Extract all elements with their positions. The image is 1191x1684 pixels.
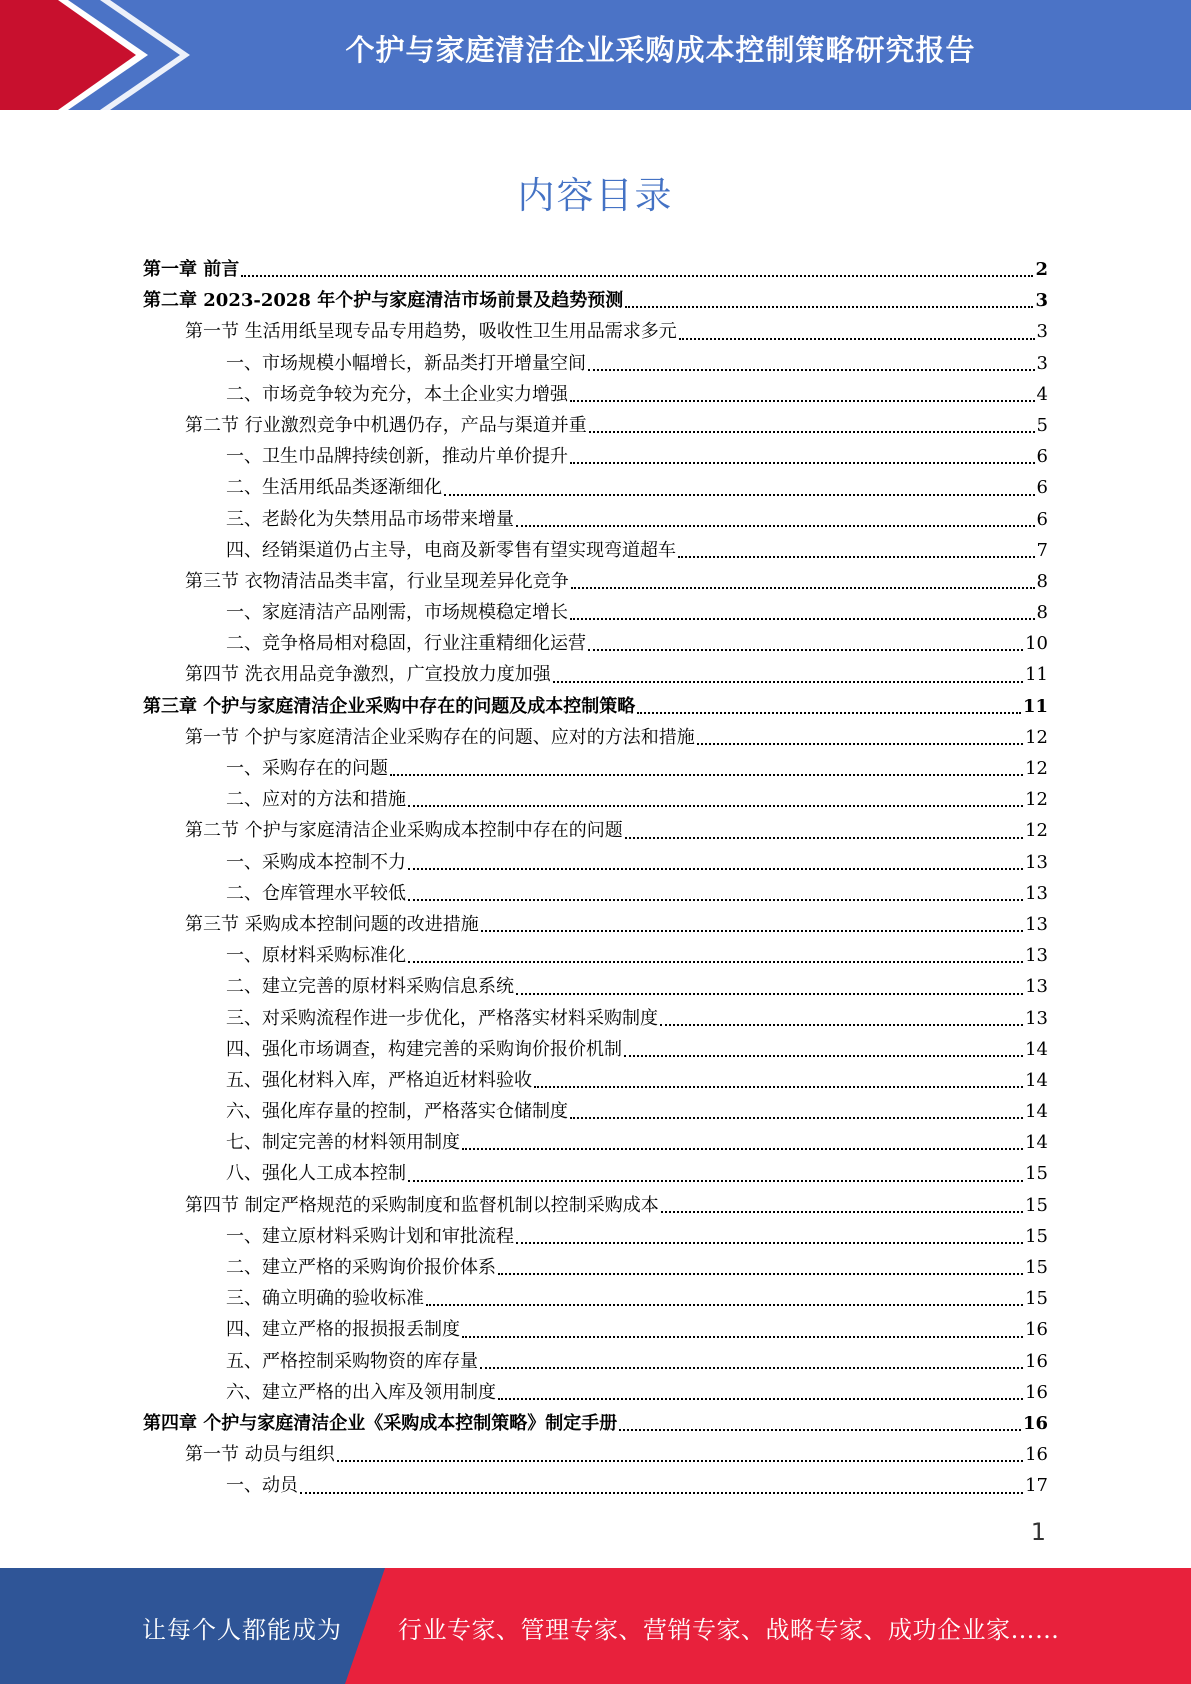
- toc-entry-page: 12: [1025, 758, 1048, 779]
- toc-entry-title: 第四章 个护与家庭清洁企业《采购成本控制策略》制定手册: [143, 1412, 618, 1434]
- toc-entry-title: 第一节 动员与组织: [185, 1444, 335, 1466]
- toc-dot-leader: [637, 712, 1021, 714]
- toc-dot-leader: [624, 1055, 1023, 1057]
- toc-dot-leader: [570, 1117, 1023, 1119]
- toc-dot-leader: [570, 618, 1035, 620]
- toc-dot-leader: [697, 743, 1023, 745]
- toc-dot-leader: [498, 1273, 1023, 1275]
- toc-entry-title: 二、仓库管理水平较低: [226, 882, 406, 904]
- toc-entry-page: 15: [1025, 1163, 1048, 1185]
- toc-heading: 内容目录: [517, 174, 674, 217]
- toc-entry-page: 8: [1036, 570, 1048, 592]
- toc-entry-title: 二、建立严格的采购询价报价体系: [226, 1257, 496, 1278]
- toc-entry[interactable]: [143, 379, 1048, 410]
- toc-entry-page: 16: [1025, 1350, 1048, 1372]
- toc-dot-leader: [408, 805, 1023, 807]
- toc-entry-title: 七、制定完善的材料领用制度: [226, 1132, 460, 1154]
- toc-dot-leader: [534, 1086, 1023, 1088]
- toc-entry-title: 四、建立严格的报损报丢制度: [226, 1319, 460, 1341]
- toc-entry-page: 6: [1036, 508, 1048, 530]
- toc-entry-title: 第一节 个护与家庭清洁企业采购存在的问题、应对的方法和措施: [185, 726, 695, 748]
- toc-entry-title: 六、建立严格的出入库及领用制度: [226, 1381, 496, 1403]
- toc-dot-leader: [462, 1336, 1023, 1338]
- toc-entry[interactable]: [143, 909, 1048, 940]
- toc-entry[interactable]: [143, 1283, 1048, 1314]
- toc-entry[interactable]: [143, 410, 1048, 441]
- toc-entry[interactable]: [143, 1252, 1048, 1283]
- toc-entry[interactable]: [143, 815, 1048, 846]
- toc-dot-leader: [678, 556, 1035, 558]
- report-title: 个护与家庭清洁企业采购成本控制策略研究报告: [345, 33, 976, 67]
- toc-dot-leader: [625, 837, 1023, 839]
- toc-dot-leader: [571, 587, 1035, 589]
- toc-entry-page: 11: [1022, 695, 1048, 717]
- toc-entry-page: 6: [1036, 446, 1048, 468]
- toc-dot-leader: [241, 275, 1033, 277]
- toc-entry-title: 八、强化人工成本控制: [226, 1163, 406, 1185]
- toc-entry-page: 4: [1036, 383, 1048, 405]
- toc-entry-title: 五、严格控制采购物资的库存量: [226, 1350, 478, 1372]
- toc-dot-leader: [498, 1398, 1023, 1400]
- toc-entry-page: 5: [1036, 414, 1048, 436]
- toc-entry-title: 一、动员: [226, 1475, 298, 1497]
- toc-entry-page: 16: [1025, 1444, 1048, 1466]
- footer-slogan-right: 行业专家、管理专家、营销专家、战略专家、成功企业家……: [398, 1616, 1060, 1644]
- toc-entry-page: 3: [1036, 352, 1048, 374]
- toc-entry-title: 二、竞争格局相对稳固，行业注重精细化运营: [226, 633, 586, 655]
- toc-entry-page: 12: [1025, 789, 1048, 811]
- toc-entry[interactable]: [143, 1408, 1048, 1439]
- toc-entry-page: 7: [1036, 539, 1048, 561]
- toc-entry[interactable]: [143, 659, 1048, 690]
- toc-entry[interactable]: [143, 1127, 1048, 1158]
- toc-entry[interactable]: [143, 940, 1048, 971]
- toc-entry[interactable]: [143, 1439, 1048, 1470]
- toc-dot-leader: [553, 681, 1023, 683]
- toc-entry-page: 15: [1025, 1225, 1048, 1247]
- toc-entry-page: 13: [1025, 976, 1048, 998]
- toc-entry-page: 8: [1036, 602, 1048, 624]
- toc-entry[interactable]: [143, 1314, 1048, 1345]
- toc-dot-leader: [516, 993, 1023, 995]
- toc-entry-page: 13: [1025, 851, 1048, 873]
- toc-entry[interactable]: [143, 472, 1048, 503]
- toc-entry[interactable]: [143, 535, 1048, 566]
- toc-dot-leader: [390, 774, 1023, 776]
- toc-entry[interactable]: [143, 847, 1048, 878]
- toc-dot-leader: [679, 338, 1035, 340]
- toc-entry-page: 14: [1025, 1038, 1048, 1060]
- toc-entry-page: 15: [1025, 1257, 1048, 1278]
- toc-entry-title: 一、卫生巾品牌持续创新，推动片单价提升: [226, 446, 568, 468]
- page-footer: [0, 1568, 1191, 1684]
- toc-dot-leader: [589, 431, 1035, 433]
- toc-entry-title: 三、对采购流程作进一步优化，严格落实材料采购制度: [226, 1007, 658, 1029]
- toc-entry[interactable]: [143, 254, 1048, 285]
- toc-entry-title: 第一节 生活用纸呈现专品专用趋势，吸收性卫生用品需求多元: [185, 321, 677, 343]
- toc-entry[interactable]: [143, 691, 1048, 722]
- toc-dot-leader: [588, 369, 1035, 371]
- toc-entry[interactable]: [143, 753, 1048, 784]
- toc-entry-page: 13: [1025, 945, 1048, 967]
- toc-entry-page: 3: [1035, 290, 1048, 312]
- toc-entry[interactable]: [143, 784, 1048, 815]
- toc-entry-title: 第三章 个护与家庭清洁企业采购中存在的问题及成本控制策略: [143, 695, 636, 717]
- toc-entry[interactable]: [143, 566, 1048, 597]
- toc-dot-leader: [481, 930, 1023, 932]
- toc-entry-title: 第三节 衣物清洁品类丰富，行业呈现差异化竞争: [185, 570, 569, 592]
- toc-entry-title: 第三节 采购成本控制问题的改进措施: [185, 913, 479, 935]
- page-number: 1: [1030, 1518, 1046, 1546]
- toc-entry-title: 第二节 个护与家庭清洁企业采购成本控制中存在的问题: [185, 820, 623, 842]
- toc-dot-leader: [300, 1492, 1023, 1494]
- toc-entry[interactable]: [143, 1377, 1048, 1408]
- toc-entry-title: 四、强化市场调查，构建完善的采购询价报价机制: [226, 1038, 622, 1060]
- toc-entry[interactable]: [143, 628, 1048, 659]
- toc-entry-title: 一、原材料采购标准化: [226, 945, 406, 967]
- toc-entry-page: 12: [1025, 820, 1048, 842]
- toc-entry-page: 2: [1035, 259, 1048, 280]
- toc-entry-page: 13: [1025, 913, 1048, 935]
- toc-entry[interactable]: [143, 1470, 1048, 1501]
- toc-dot-leader: [480, 1367, 1023, 1369]
- toc-entry[interactable]: [143, 1190, 1048, 1221]
- toc-entry[interactable]: [143, 722, 1048, 753]
- toc-entry[interactable]: [143, 285, 1048, 316]
- toc-entry[interactable]: [143, 1003, 1048, 1034]
- toc-entry-title: 第一章 前言: [143, 259, 240, 280]
- toc-entry[interactable]: [143, 1346, 1048, 1377]
- toc-entry-page: 6: [1036, 477, 1048, 499]
- toc-dot-leader: [516, 1242, 1023, 1244]
- toc-entry-page: 11: [1025, 664, 1048, 686]
- toc-entry-title: 四、经销渠道仍占主导，电商及新零售有望实现弯道超车: [226, 539, 676, 561]
- toc-entry-page: 10: [1025, 633, 1048, 655]
- toc-entry-title: 一、建立原材料采购计划和审批流程: [226, 1225, 514, 1247]
- toc-entry-title: 五、强化材料入库，严格迫近材料验收: [226, 1069, 532, 1091]
- toc-entry-page: 14: [1025, 1132, 1048, 1154]
- toc-entry-page: 3: [1036, 321, 1048, 343]
- toc-entry-page: 14: [1025, 1069, 1048, 1091]
- toc-entry[interactable]: [143, 878, 1048, 909]
- toc-dot-leader: [462, 1148, 1023, 1150]
- toc-dot-leader: [408, 899, 1023, 901]
- toc-dot-leader: [619, 1429, 1021, 1431]
- toc-entry[interactable]: [143, 1096, 1048, 1127]
- toc-dot-leader: [444, 494, 1035, 496]
- toc-entry-title: 第四节 制定严格规范的采购制度和监督机制以控制采购成本: [185, 1194, 659, 1216]
- toc-entry-title: 六、强化库存量的控制，严格落实仓储制度: [226, 1101, 568, 1123]
- toc-entry[interactable]: [143, 316, 1048, 347]
- toc-entry[interactable]: [143, 348, 1048, 379]
- toc-entry-page: 16: [1022, 1412, 1048, 1434]
- toc-entry-title: 二、建立完善的原材料采购信息系统: [226, 976, 514, 998]
- toc-entry-page: 13: [1025, 882, 1048, 904]
- toc-entry-page: 15: [1025, 1194, 1048, 1216]
- toc-entry-title: 一、采购成本控制不力: [226, 851, 406, 873]
- toc-entry-title: 一、市场规模小幅增长，新品类打开增量空间: [226, 352, 586, 374]
- toc-dot-leader: [661, 1211, 1023, 1213]
- toc-entry-title: 第二节 行业激烈竞争中机遇仍存，产品与渠道并重: [185, 414, 587, 436]
- toc-entry[interactable]: [143, 1158, 1048, 1189]
- toc-entry-title: 二、生活用纸品类逐渐细化: [226, 477, 442, 499]
- toc-entry[interactable]: [143, 597, 1048, 628]
- toc-entry-title: 三、老龄化为失禁用品市场带来增量: [226, 508, 514, 530]
- toc-dot-leader: [588, 649, 1023, 651]
- toc-dot-leader: [426, 1304, 1023, 1306]
- toc-dot-leader: [570, 400, 1035, 402]
- toc-entry-title: 二、应对的方法和措施: [226, 789, 406, 811]
- footer-slogan-left: 让每个人都能成为: [142, 1616, 342, 1644]
- toc-dot-leader: [625, 306, 1033, 308]
- toc-entry[interactable]: [143, 441, 1048, 472]
- toc-entry-title: 第四节 洗衣用品竞争激烈，广宣投放力度加强: [185, 664, 551, 686]
- toc-entry-page: 13: [1025, 1007, 1048, 1029]
- toc-entry[interactable]: [143, 1034, 1048, 1065]
- toc-dot-leader: [408, 961, 1023, 963]
- toc-entry-title: 一、家庭清洁产品刚需，市场规模稳定增长: [226, 602, 568, 624]
- toc-entry-page: 17: [1025, 1475, 1048, 1497]
- page-header: [0, 0, 1191, 110]
- toc-dot-leader: [408, 1180, 1023, 1182]
- toc-entry-page: 14: [1025, 1101, 1048, 1123]
- toc-entry-title: 一、采购存在的问题: [226, 758, 388, 779]
- table-of-contents: [143, 254, 1048, 1502]
- toc-dot-leader: [408, 868, 1023, 870]
- toc-entry-title: 二、市场竞争较为充分，本土企业实力增强: [226, 383, 568, 405]
- toc-dot-leader: [337, 1460, 1023, 1462]
- toc-entry-title: 三、确立明确的验收标准: [226, 1288, 424, 1310]
- toc-dot-leader: [660, 1024, 1023, 1026]
- toc-entry-title: 第二章 2023-2028 年个护与家庭清洁市场前景及趋势预测: [143, 290, 624, 312]
- toc-entry-page: 16: [1025, 1319, 1048, 1341]
- toc-entry[interactable]: [143, 971, 1048, 1002]
- toc-dot-leader: [516, 525, 1035, 527]
- toc-entry[interactable]: [143, 1065, 1048, 1096]
- toc-entry-page: 15: [1025, 1288, 1048, 1310]
- toc-entry[interactable]: [143, 504, 1048, 535]
- toc-entry[interactable]: [143, 1221, 1048, 1252]
- toc-dot-leader: [570, 462, 1035, 464]
- toc-entry-page: 12: [1025, 726, 1048, 748]
- toc-entry-page: 16: [1025, 1381, 1048, 1403]
